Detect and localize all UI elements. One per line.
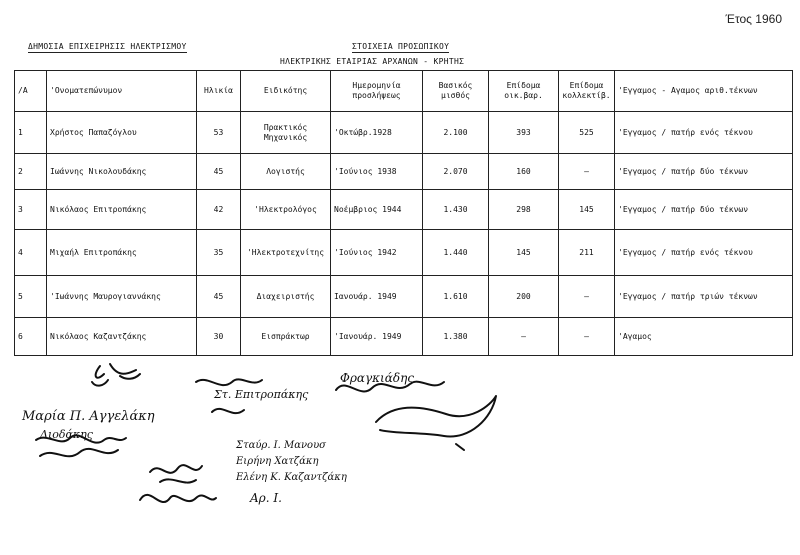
document-title: ΣΤΟΙΧΕΙΑ ΠΡΟΣΩΠΙΚΟΥ	[352, 42, 450, 51]
cell-family-allowance: 298	[489, 190, 559, 230]
cell-collective-allowance: –	[559, 276, 615, 318]
header-age: Ηλικία	[197, 71, 241, 112]
table-row	[15, 276, 793, 318]
signature: Αρ. Ι.	[250, 491, 282, 505]
cell-collective-allowance: –	[559, 318, 615, 356]
cell-index: 3	[15, 190, 47, 230]
table-row	[15, 230, 793, 276]
cell-specialty: Πρακτικός Μηχανικός	[241, 112, 331, 154]
table-row	[15, 112, 793, 154]
cell-index: 5	[15, 276, 47, 318]
table-row	[15, 190, 793, 230]
signature-mark	[40, 449, 118, 456]
table-header-row	[15, 71, 793, 112]
cell-base-salary: 2.070	[423, 154, 489, 190]
signature-mark	[456, 444, 464, 450]
cell-marital-status: 'Αγαμος	[615, 318, 793, 356]
cell-age: 45	[197, 154, 241, 190]
cell-collective-allowance: 211	[559, 230, 615, 276]
cell-base-salary: 1.610	[423, 276, 489, 318]
cell-collective-allowance: 145	[559, 190, 615, 230]
cell-name: Ιωάννης Νικολουδάκης	[47, 154, 197, 190]
signature: Μαρία Π. Αγγελάκη	[22, 409, 155, 424]
year-label: Έτος 1960	[725, 12, 782, 26]
cell-hire-date: 'Ιανουάρ. 1949	[331, 318, 423, 356]
cell-marital-status: 'Εγγαμος / πατήρ δύο τέκνων	[615, 154, 793, 190]
cell-age: 53	[197, 112, 241, 154]
table-row	[15, 318, 793, 356]
cell-family-allowance: 160	[489, 154, 559, 190]
cell-base-salary: 1.440	[423, 230, 489, 276]
cell-collective-allowance: –	[559, 154, 615, 190]
cell-specialty: Λογιστής	[241, 154, 331, 190]
header-base-salary: Βασικός μισθός	[423, 71, 489, 112]
cell-family-allowance: 145	[489, 230, 559, 276]
header-marital-status: 'Εγγαμος - Αγαμος αριθ.τέκνων	[615, 71, 793, 112]
personnel-table	[14, 70, 793, 356]
cell-index: 6	[15, 318, 47, 356]
signature-texts	[21, 371, 414, 505]
document-subtitle: ΗΛΕΚΤΡΙΚΗΣ ΕΤΑΙΡΙΑΣ ΑΡΧΑΝΩΝ - ΚΡΗΤΗΣ	[280, 57, 465, 66]
signature: Στ. Επιτροπάκης	[214, 388, 309, 401]
cell-family-allowance: 393	[489, 112, 559, 154]
signature: Λιοδάκης	[40, 428, 93, 441]
cell-age: 42	[197, 190, 241, 230]
cell-specialty: Διαχειριστής	[241, 276, 331, 318]
organization-heading: ΔΗΜΟΣΙΑ ΕΠΙΧΕΙΡΗΣΙΣ ΗΛΕΚΤΡΙΣΜΟΥ	[28, 42, 187, 51]
cell-specialty: 'Ηλεκτροτεχνίτης	[241, 230, 331, 276]
header-name: 'Ονοματεπώνυμον	[47, 71, 197, 112]
cell-marital-status: 'Εγγαμος / πατήρ τριών τέκνων	[615, 276, 793, 318]
cell-hire-date: Ιανουάρ. 1949	[331, 276, 423, 318]
signature: Σταύρ. Ι. Μανουσ	[236, 440, 326, 451]
cell-hire-date: 'Ιούνιος 1938	[331, 154, 423, 190]
signature-mark	[96, 364, 140, 379]
cell-base-salary: 2.100	[423, 112, 489, 154]
signature-mark	[140, 495, 216, 502]
cell-hire-date: 'Ιούνιος 1942	[331, 230, 423, 276]
cell-name: Μιχαήλ Επιτροπάκης	[47, 230, 197, 276]
cell-index: 2	[15, 154, 47, 190]
cell-hire-date: Νοέμβριος 1944	[331, 190, 423, 230]
cell-family-allowance: 200	[489, 276, 559, 318]
signature: Φραγκιάδης	[340, 371, 414, 385]
signature-mark	[92, 380, 108, 386]
cell-age: 30	[197, 318, 241, 356]
cell-name: Νικόλαος Επιτροπάκης	[47, 190, 197, 230]
table-row	[15, 154, 793, 190]
cell-marital-status: 'Εγγαμος / πατήρ δύο τέκνων	[615, 190, 793, 230]
signature: Ελένη Κ. Καζαντζάκη	[236, 472, 347, 483]
signature-mark	[376, 396, 496, 436]
cell-specialty: 'Ηλεκτρολόγος	[241, 190, 331, 230]
cell-specialty: Εισπράκτωρ	[241, 318, 331, 356]
signature-mark	[150, 465, 202, 482]
cell-base-salary: 1.430	[423, 190, 489, 230]
cell-base-salary: 1.380	[423, 318, 489, 356]
header-hire-date: Ημερομηνία πρoσλήψεως	[331, 71, 423, 112]
cell-marital-status: 'Εγγαμος / πατήρ ενός τέκνου	[615, 112, 793, 154]
cell-marital-status: 'Εγγαμος / πατήρ ενός τέκνου	[615, 230, 793, 276]
cell-name: Χρήστος Παπαζόγλου	[47, 112, 197, 154]
cell-age: 45	[197, 276, 241, 318]
signatures-area	[0, 352, 800, 552]
cell-hire-date: 'Οκτώβρ.1928	[331, 112, 423, 154]
header-family-allowance: Επίδομα οικ.βαρ.	[489, 71, 559, 112]
signature: Ειρήνη Χατζάκη	[236, 456, 319, 467]
cell-index: 1	[15, 112, 47, 154]
cell-index: 4	[15, 230, 47, 276]
header-specialty: Ειδικότης	[241, 71, 331, 112]
cell-name: Νικόλαος Καζαντζάκης	[47, 318, 197, 356]
cell-family-allowance: –	[489, 318, 559, 356]
header-index: /Α	[15, 71, 47, 112]
cell-age: 35	[197, 230, 241, 276]
cell-name: 'Ιωάννης Μαυρογιαννάκης	[47, 276, 197, 318]
header-collective-allowance: Επίδομα κολλεκτίβ.	[559, 71, 615, 112]
cell-collective-allowance: 525	[559, 112, 615, 154]
